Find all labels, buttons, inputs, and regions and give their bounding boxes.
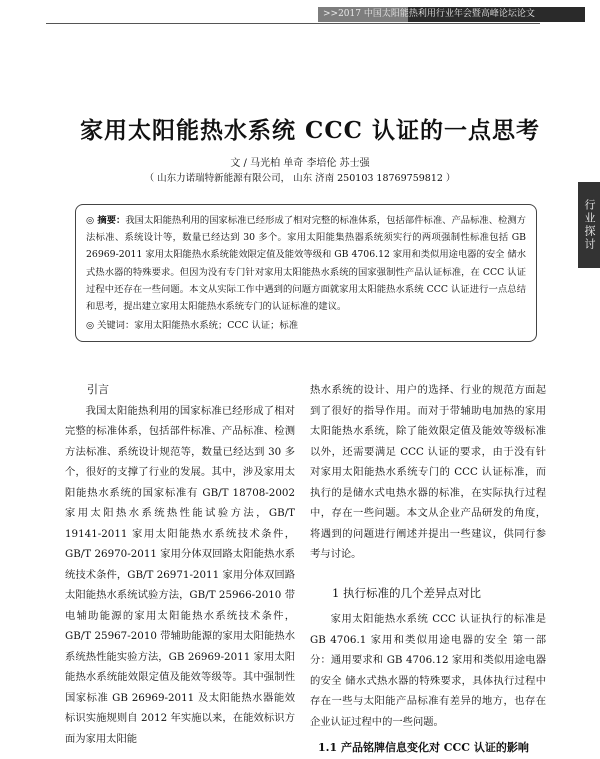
section-1-paragraph: 家用太阳能热水系统 CCC 认证执行的标准是 GB 4706.1 家用和类似用途电器的安全 第一部分：通用要求和 GB 4706.12 家用和类似用途电器的安全 储水式热水器的特殊要求，具体执行过程中存在一些与太阳能产品标准有差异的地方，也存在企业认证过程中的一些问题。 xyxy=(310,613,546,728)
intro-paragraph: 我国太阳能热利用的国家标准已经形成了相对完整的标准体系，包括部件标准、产品标准、检测方法标准、系统设计规范等，数量已经达到 30 多个，很好的支撑了行业的发展。其中，涉及家用太阳能热水系统的国家标准有 GB/T 18708-2002 家用太阳热水系统热性能试验方法，GB/T 19141-2011 家用太阳能热水系统技术条件，GB/T 26970-2011 家用分体双回路太阳能热水系统技术条件，GB/T 26971-2011 家用分体双回路太阳能热水系统试验方法，GB/T 25966-2010 带电辅助能源的家用太阳能热水系统技术条件，GB/T 25967-2010 带辅助能源的家用太阳能热水系统热性能实验方法，GB 26969-2011 家用太阳能热水系统能效限定值及能效等级等。其中强制性国家标准 GB 26969-2011 及太阳能热水器能效标识实施规则自 2012 年实施以来，在能效标识方面为家用太阳能 xyxy=(65,404,295,745)
keywords-label: ◎ 关键词： xyxy=(86,320,135,332)
section-1-heading: 1 执行标准的几个差异点对比 xyxy=(332,585,481,600)
intro-paragraph-continued: 热水系统的设计、用户的选择、行业的规范方面起到了很好的指导作用。而对于带辅助电加热的家用太阳能热水系统，除了能效限定值及能效等级标准以外，还需要满足 CCC 认证的要求，由于没有针对家用太阳能热水系统专门的 CCC 认证标准，而执行的是储水式电热水器的标准，在实际执行过程中，存在一些问题。本文从企业产品研发的角度，将遇到的问题进行阐述并提出一些建议，供同行参考与讨论。 xyxy=(310,384,546,560)
abstract-text: 我国太阳能热利用的国家标准已经形成了相对完整的标准体系，包括部件标准、产品标准、检测方法标准、系统设计等，数量已经达到 30 多个。家用太阳能集热器系统须实行的两项强制性标准包括 GB 26969-2011 家用太阳能热水系统能效限定值及能效等级和 GB 4706.12 家用和类似用途电器的安全 储水式热水器的特殊要求。但因为没有专门针对家用太阳能热水系统的国家强制性产品认证标准，在 CCC 认证过程中还存在一些问题。本文从实际工作中遇到的问题方面就家用太阳能热水系统 CCC 认证进行一点总结和思考，提出建立家用太阳能热水系统专门的认证标准的建议。 xyxy=(86,215,526,313)
right-column xyxy=(310,380,546,759)
intro-heading: 引言 xyxy=(87,383,109,396)
keywords-text: 家用太阳能热水系统；CCC 认证；标准 xyxy=(134,320,299,332)
journal-banner-text: >>2017 中国太阳能热利用行业年会暨高峰论坛论文 xyxy=(323,9,535,19)
abstract xyxy=(86,212,526,315)
paper-title: 家用太阳能热水系统 CCC 认证的一点思考 xyxy=(80,117,540,144)
abstract-label: ◎ 摘要： xyxy=(86,215,126,226)
abstract-box xyxy=(75,204,537,342)
paper-authors: 文 / 马光柏 单奇 李培伦 苏士强 xyxy=(230,158,370,169)
journal-banner xyxy=(318,7,585,22)
keywords xyxy=(86,317,526,334)
header-divider xyxy=(46,23,540,24)
section-1-1-heading: 1.1 产品铭牌信息变化对 CCC 认证的影响 xyxy=(318,741,529,754)
section-side-tab: 行业探讨 xyxy=(578,182,600,268)
left-column xyxy=(65,380,295,749)
paper-affiliation: （ 山东力诺瑞特新能源有限公司， 山东 济南 250103 18769759812 ） xyxy=(144,173,456,184)
